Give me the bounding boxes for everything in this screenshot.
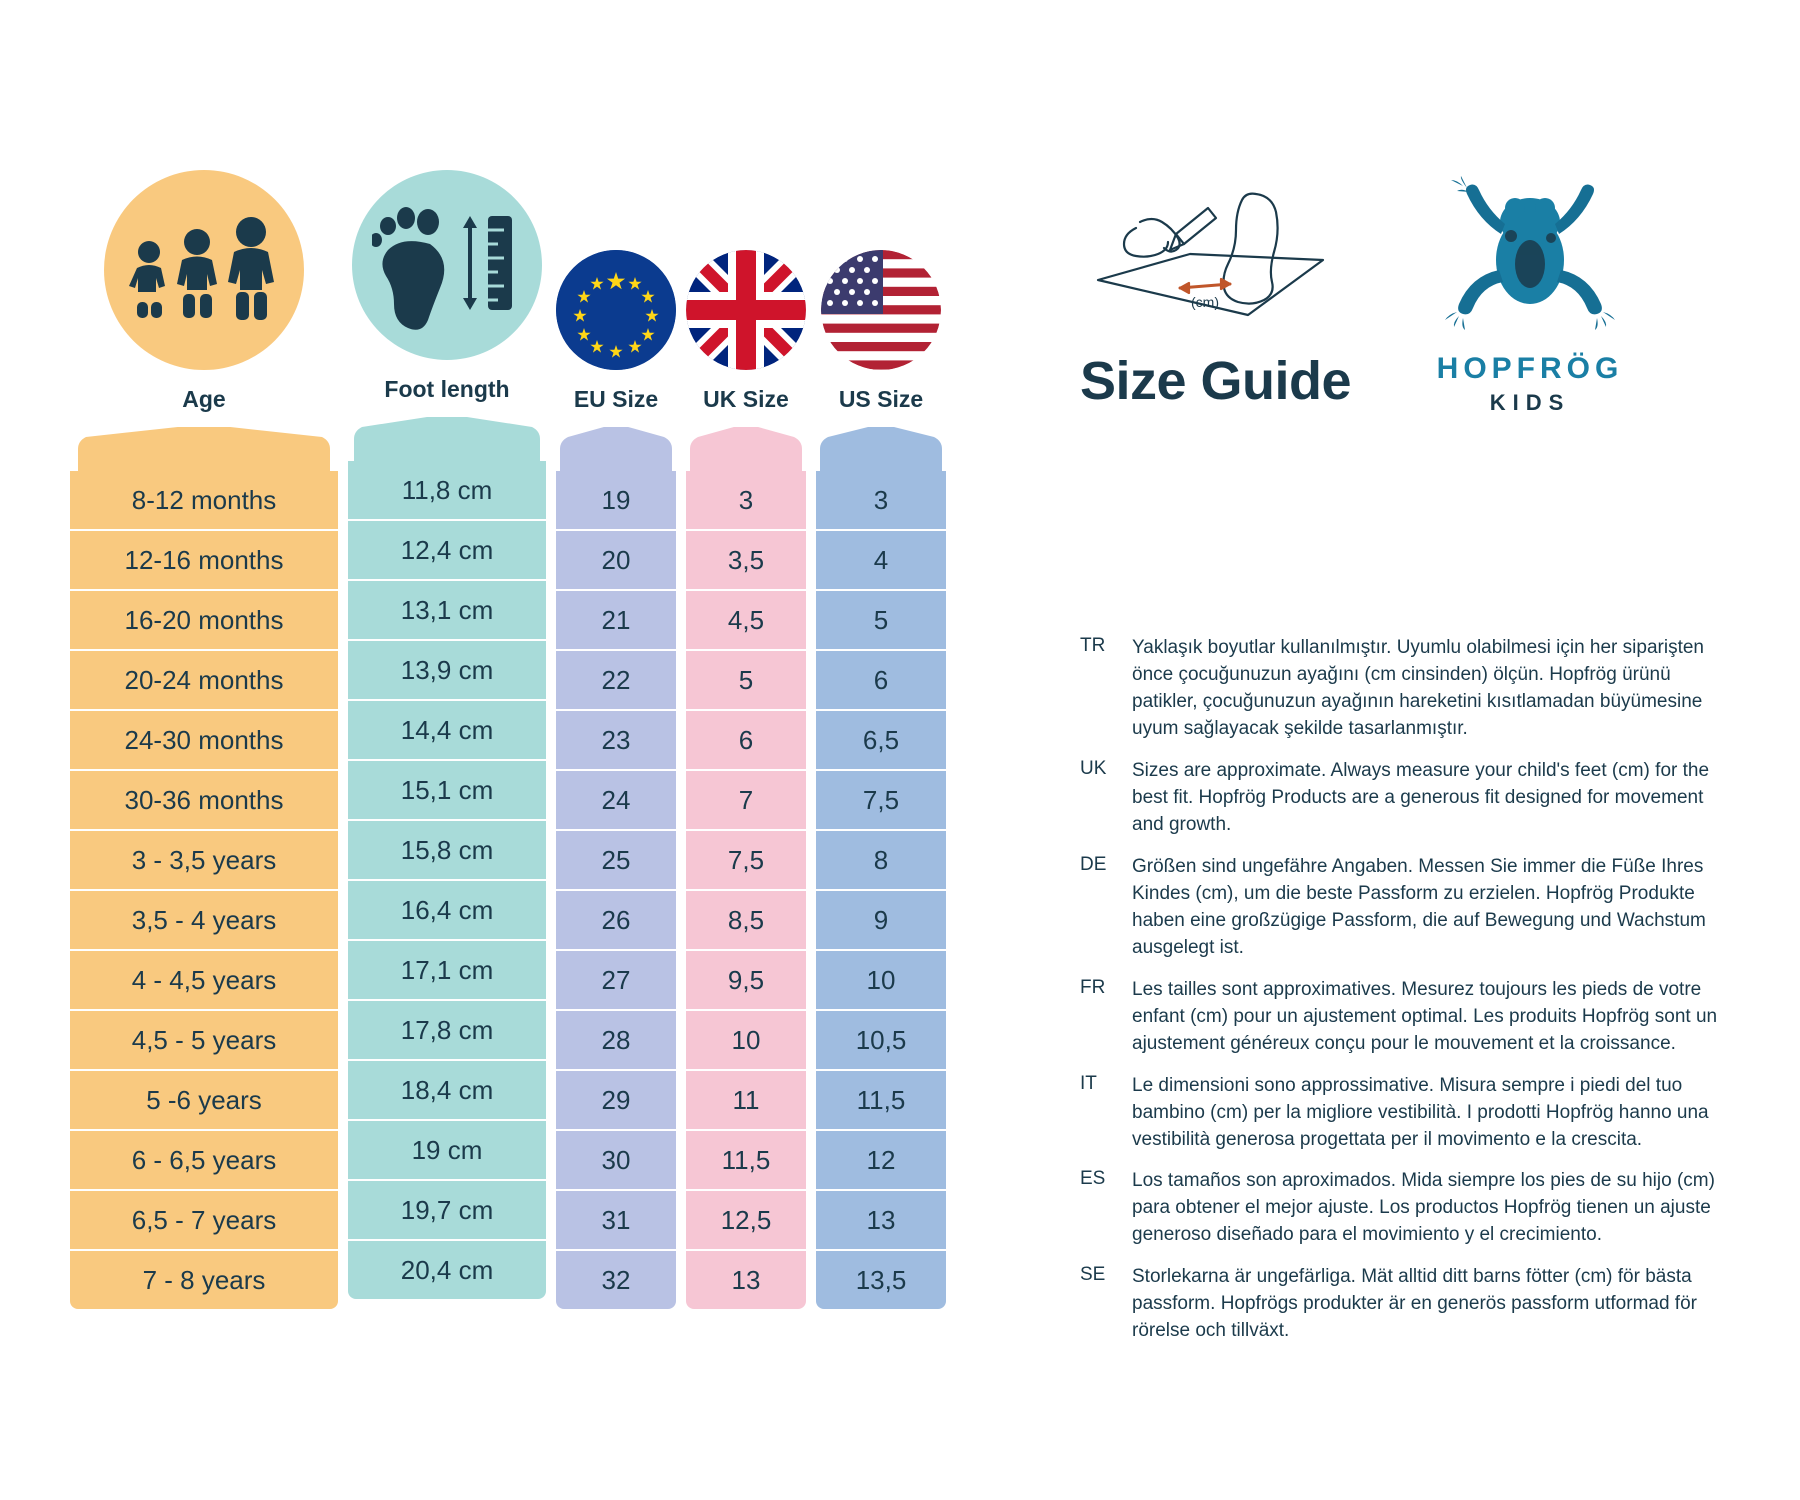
table-cell: 16-20 months [70, 591, 338, 651]
column-strip-uk-size [686, 427, 806, 1309]
note-text: Yaklaşık boyutlar kullanılmıştır. Uyumlu olabilmesi için her siparişten önce çocuğunuzun ayağını (cm cinsinden) ölçün. Hopfrög ürünü patikler, çocuğunuzun ayağının hareketini kısıtlamadan büyümesine uyum sağlayacak şekilde tasarlanmıştır. [1132, 637, 1704, 739]
note-text: Los tamaños son aproximados. Mida siempre los pies de su hijo (cm) para obtener el mejor ajuste. Los productos Hopfrög tienen un ajuste generoso diseñado para el movimiento y el crecimiento. [1132, 1170, 1715, 1246]
column-age [70, 170, 338, 1309]
note-language: UK [1080, 757, 1107, 779]
note-item [1080, 635, 1740, 743]
column-tab-age [70, 427, 338, 471]
table-cell: 9,5 [686, 951, 806, 1011]
table-cell: 6 [686, 711, 806, 771]
table-cell: 7,5 [686, 831, 806, 891]
title-block [1080, 170, 1365, 412]
column-cells-foot-length [348, 461, 546, 1299]
table-cell: 6 [816, 651, 946, 711]
table-cell: 8-12 months [70, 471, 338, 531]
table-cell: 7 [686, 771, 806, 831]
table-cell: 19 cm [348, 1121, 546, 1181]
note-language: IT [1080, 1072, 1097, 1094]
column-header-age: Age [182, 386, 226, 412]
note-item [1080, 758, 1740, 839]
table-cell: 11 [686, 1071, 806, 1131]
note-item [1080, 854, 1740, 962]
table-cell: 28 [556, 1011, 676, 1071]
table-cell: 19 [556, 471, 676, 531]
column-header-uk-size: UK Size [703, 386, 789, 412]
table-cell: 8,5 [686, 891, 806, 951]
table-cell: 14,4 cm [348, 701, 546, 761]
notes-list [1080, 635, 1740, 1345]
column-cells-eu-size [556, 471, 676, 1309]
table-cell: 29 [556, 1071, 676, 1131]
size-table [70, 170, 1000, 1309]
brand-name: HOPFRÖG [1436, 352, 1624, 385]
table-cell: 20 [556, 531, 676, 591]
table-cell: 17,1 cm [348, 941, 546, 1001]
note-text: Le dimensioni sono approssimative. Misura sempre i piedi del tuo bambino (cm) per la migliore vestibilità. I prodotti Hopfrög hanno una vestibilità generosa progettata per il movimento e la crescita. [1132, 1074, 1709, 1150]
column-header-eu-size: EU Size [573, 386, 659, 412]
table-cell: 13,5 [816, 1251, 946, 1309]
table-cell: 12,5 [686, 1191, 806, 1251]
footprint-ruler-icon [352, 170, 542, 360]
table-cell: 32 [556, 1251, 676, 1309]
note-item [1080, 1264, 1740, 1345]
measure-foot-illustration [1080, 188, 1365, 348]
table-cell: 15,1 cm [348, 761, 546, 821]
table-cell: 5 [686, 651, 806, 711]
column-header-foot-length: Foot length [384, 376, 510, 402]
column-tab-foot-length [348, 417, 546, 461]
table-cell: 27 [556, 951, 676, 1011]
table-cell: 4,5 [686, 591, 806, 651]
table-cell: 13,1 cm [348, 581, 546, 641]
table-cell: 13 [686, 1251, 806, 1309]
column-cells-us-size [816, 471, 946, 1309]
table-cell: 24 [556, 771, 676, 831]
table-cell: 30 [556, 1131, 676, 1191]
uk-flag-icon [686, 250, 806, 370]
table-cell: 6,5 - 7 years [70, 1191, 338, 1251]
brand-sub: KIDS [1489, 390, 1571, 415]
note-text: Größen sind ungefähre Angaben. Messen Sie immer die Füße Ihres Kindes (cm), um die beste Passform zu erzielen. Hopfrög Produkte haben eine großzügige Passform, die auf Bewegung und Wachstum ausgelegt ist. [1132, 855, 1706, 958]
column-us-size [816, 170, 946, 1309]
table-cell: 13 [816, 1191, 946, 1251]
table-cell: 11,5 [816, 1071, 946, 1131]
info-panel [1080, 170, 1740, 1360]
table-cell: 15,8 cm [348, 821, 546, 881]
column-strip-foot-length [348, 417, 546, 1299]
table-cell: 3,5 [686, 531, 806, 591]
table-cell: 12-16 months [70, 531, 338, 591]
note-text: Storlekarna är ungefärliga. Mät alltid ditt barns fötter (cm) för bästa passform. Hopfrögs produkter är en generös passform utformad för rörelse och tillväxt. [1132, 1266, 1697, 1342]
table-cell: 12 [816, 1131, 946, 1191]
table-cell: 3 [686, 471, 806, 531]
table-cell: 11,8 cm [348, 461, 546, 521]
column-uk-size [686, 170, 806, 1309]
column-strip-eu-size [556, 427, 676, 1309]
table-cell: 4 - 4,5 years [70, 951, 338, 1011]
table-cell: 21 [556, 591, 676, 651]
column-cells-uk-size [686, 471, 806, 1309]
table-cell: 10 [686, 1011, 806, 1071]
table-cell: 30-36 months [70, 771, 338, 831]
table-cell: 3 - 3,5 years [70, 831, 338, 891]
table-cell: 26 [556, 891, 676, 951]
note-language: SE [1080, 1264, 1106, 1286]
table-cell: 31 [556, 1191, 676, 1251]
note-item [1080, 1073, 1740, 1154]
column-foot-length [348, 170, 546, 1299]
column-eu-size [556, 170, 676, 1309]
table-cell: 3,5 - 4 years [70, 891, 338, 951]
table-cell: 5 [816, 591, 946, 651]
column-strip-age [70, 427, 338, 1309]
table-cell: 8 [816, 831, 946, 891]
table-cell: 22 [556, 651, 676, 711]
table-cell: 24-30 months [70, 711, 338, 771]
table-cell: 10 [816, 951, 946, 1011]
page-title: Size Guide [1080, 351, 1352, 411]
table-cell: 19,7 cm [348, 1181, 546, 1241]
brand-logo [1435, 176, 1625, 416]
measure-label: (cm) [1191, 294, 1219, 310]
us-flag-icon [821, 250, 941, 370]
note-language: ES [1080, 1168, 1106, 1190]
table-cell: 5 -6 years [70, 1071, 338, 1131]
table-cell: 7,5 [816, 771, 946, 831]
table-cell: 25 [556, 831, 676, 891]
table-cell: 6 - 6,5 years [70, 1131, 338, 1191]
note-text: Les tailles sont approximatives. Mesurez toujours les pieds de votre enfant (cm) pour un ajustement optimal. Les produits Hopfrög sont un ajustement généreux conçu pour le mouvement et la croissance. [1132, 978, 1718, 1054]
table-cell: 17,8 cm [348, 1001, 546, 1061]
column-cells-age [70, 471, 338, 1309]
info-panel-header [1080, 170, 1740, 415]
column-tab-eu-size [556, 427, 676, 471]
table-cell: 7 - 8 years [70, 1251, 338, 1309]
table-cell: 3 [816, 471, 946, 531]
table-cell: 4,5 - 5 years [70, 1011, 338, 1071]
table-cell: 9 [816, 891, 946, 951]
note-item [1080, 1168, 1740, 1249]
column-tab-us-size [816, 427, 946, 471]
note-language: FR [1080, 976, 1106, 998]
eu-flag-icon [556, 250, 676, 370]
column-strip-us-size [816, 427, 946, 1309]
column-tab-uk-size [686, 427, 806, 471]
table-cell: 23 [556, 711, 676, 771]
table-cell: 11,5 [686, 1131, 806, 1191]
table-cell: 4 [816, 531, 946, 591]
note-text: Sizes are approximate. Always measure your child's feet (cm) for the best fit. Hopfrög Products are a generous fit designed for movement and growth. [1132, 759, 1710, 835]
table-cell: 13,9 cm [348, 641, 546, 701]
note-language: DE [1080, 853, 1107, 875]
size-table-columns [70, 170, 1000, 1309]
frog-icon [1435, 176, 1625, 346]
table-cell: 20,4 cm [348, 1241, 546, 1299]
table-cell: 12,4 cm [348, 521, 546, 581]
children-icon [104, 170, 304, 370]
note-item [1080, 977, 1740, 1058]
table-cell: 18,4 cm [348, 1061, 546, 1121]
table-cell: 20-24 months [70, 651, 338, 711]
table-cell: 6,5 [816, 711, 946, 771]
note-language: TR [1080, 635, 1106, 656]
table-cell: 16,4 cm [348, 881, 546, 941]
table-cell: 10,5 [816, 1011, 946, 1071]
column-header-us-size: US Size [838, 386, 924, 412]
